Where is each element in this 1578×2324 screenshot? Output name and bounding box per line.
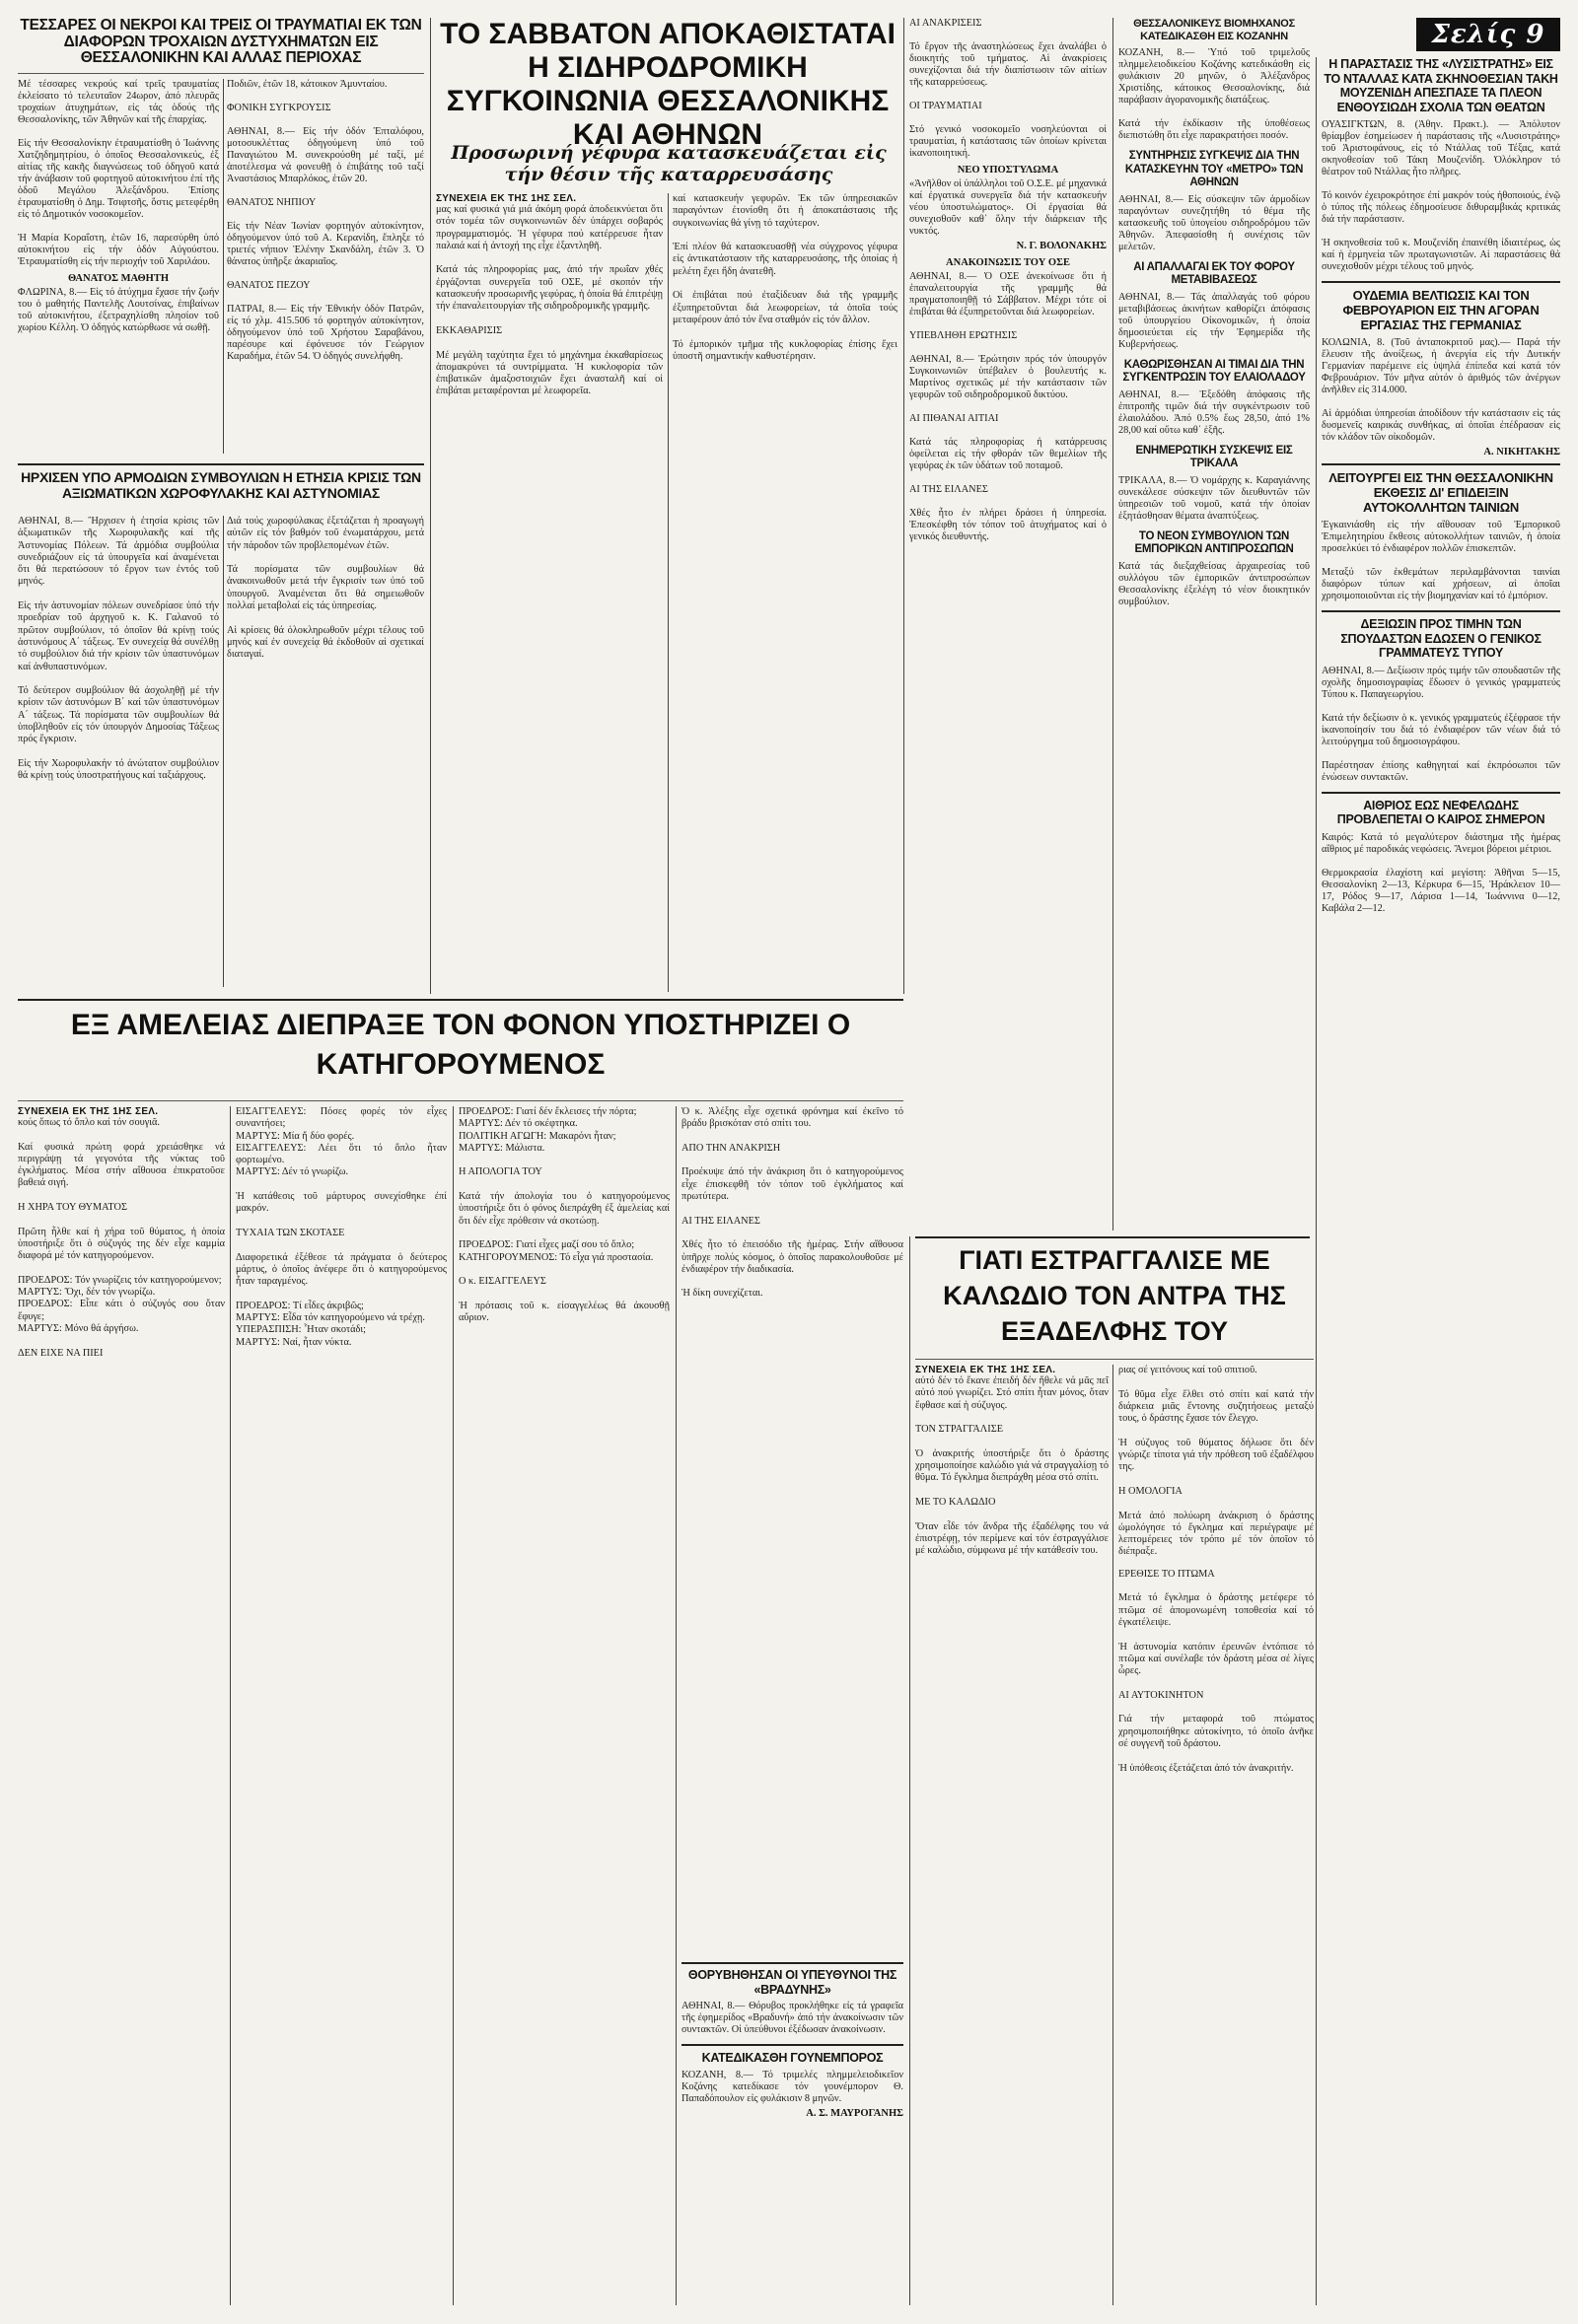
tax-exemptions-body: ΑΘΗΝΑΙ, 8.— Τάς ἀπαλλαγάς τοῦ φόρου μεταβιβάσεως ἀκινήτων καθορίζει ἀπόφασις τοῦ ὑπουργείου Οἰκονομικῶν, ἡ ὁποία δημοσιεύεται εἰς τήν Ἐφημερίδα τῆς Κυβερνήσεως. [1118, 291, 1313, 350]
railway-body: μας καί φυσικά γιά μιά ἀκόμη φορά ἀποδεικνύεται ὅτι στόν τομέα τῶν συγκοινωνιῶν δέν ὑπάρχει σοβαρός προγραμματισμός. Ἡ γέφυρα πού κατέρρευσε ἦταν παλαιά καί ἡ ἀντοχή της εἶχε ἐξαντληθῆ. Κατά τάς πληροφορίας μας, ἀπό τήν πρωΐαν χθές ἐργάζονται συνεργεῖα τοῦ ΟΣΕ, μέ σκοπόν τήν κατασκευήν προσωρινῆς γεφύρας, ἡ ὁποία θά ἐπιτρέψῃ τήν ἐπαναλειτουργίαν τῆς σιδηροδρομικῆς γραμμῆς. ΕΚΚΑΘΑΡΙΣΙΣ Μέ μεγάλη ταχύτητα ἔχει τό μηχάνημα ἐκκαθαρίσεως ἀπομακρύνει τά συντρίμματα. Ἡ κυκλοφορία τῶν ἐπιβατικῶν ἀμαξοστοιχιῶν ἔχει ἀνασταλῆ καί οἱ ἐπιβάται μεταφέρονται μέ λεωφορεῖα. [436, 204, 663, 397]
trial-body-3: ΠΡΟΕΔΡΟΣ: Γιατί δέν ἔκλεισες τήν πόρτα; ΜΑΡΤΥΣ: Δέν τό σκέφτηκα. ΠΟΛΙΤΙΚΗ ΑΓΩΓΗ: Μακαρόνι ἦταν; ΜΑΡΤΥΣ: Μάλιστα. Η ΑΠΟΛΟΓΙΑ ΤΟΥ Κατά τήν ἀπολογία του ὁ κατηγορούμενος ὑποστήριξε ὅτι ὁ φόνος διεπράχθη ἐξ ἀμελείας καί ὅτι δέν εἶχε πρόθεσιν νά σκοτώσῃ. ΠΡΟΕΔΡΟΣ: Γιατί εἶχες μαζί σου τό ὅπλο; ΚΑΤΗΓΟΡΟΥΜΕΝΟΣ: Τό εἶχα γιά προστασία. Ο κ. ΕΙΣΑΓΓΕΛΕΥΣ Ἡ πρότασις τοῦ κ. εἰσαγγελέως θά ἀκουσθῇ αὔριον. [459, 1106, 670, 1324]
accidents-headline: ΤΕΣΣΑΡΕΣ ΟΙ ΝΕΚΡΟΙ ΚΑΙ ΤΡΕΙΣ ΟΙ ΤΡΑΥΜΑΤΙΑΙ ΕΚ ΤΩΝ ΔΙΑΦΟΡΩΝ ΤΡΟΧΑΙΩΝ ΔΥΣΤΥΧΗΜΑΤΩΝ ΕΙΣ ΘΕΣΣΑΛΟΝΙΚΗΝ ΚΑΙ ΑΛΛΑΣ ΠΕΡΙΟΧΑΣ [20, 17, 422, 66]
vradyni-body: ΑΘΗΝΑΙ, 8.— Θόρυβος προκλήθηκε εἰς τά γραφεῖα τῆς ἐφημερίδος «Βραδυνή» ἀπό τήν ἀνακοίνωσιν τῶν συντακτῶν. Οἱ ὑπεύθυνοι ἐξέδωσαν ἀνακοίνωσιν. [681, 2001, 906, 2035]
germany-author-signature: Α. ΝΙΚΗΤΑΚΗΣ [1483, 447, 1560, 458]
officers-headline: ΗΡΧΙΣΕΝ ΥΠΟ ΑΡΜΟΔΙΩΝ ΣΥΜΒΟΥΛΙΩΝ Η ΕΤΗΣΙΑ ΚΡΙΣΙΣ ΤΩΝ ΑΞΙΩΜΑΤΙΚΩΝ ΧΩΡΟΦΥΛΑΚΗΣ ΚΑΙ ΑΣΤΥΝΟΜΙΑΣ [21, 469, 421, 501]
author-signature: Ν. Γ. ΒΟΛΟΝΑΚΗΣ [1016, 241, 1107, 251]
strangle-headline-box [915, 1242, 1314, 1359]
officers-body-continued: Διά τούς χωροφύλακας ἐξετάζεται ἡ προαγωγή αὐτῶν εἰς τόν βαθμόν τοῦ ἐνωματάρχου, μετά τήν πάροδον τῶν προβλεπομένων ἐτῶν. Τά πορίσματα τῶν συμβουλίων θά ἀνακοινωθοῦν μετά τήν ἔγκρισίν των ὑπό τοῦ ὑπουργοῦ. Ἀναμένεται ὅτι θά σημειωθοῦν πολλαί μεταβολαί εἰς τάς ὑπηρεσίας. Αἱ κρίσεις θά ὁλοκληρωθοῦν μέχρι τέλους τοῦ μηνός καί ἐν συνεχείᾳ θά ἐκδοθοῦν αἱ σχετικαί διαταγαί. [227, 516, 424, 661]
commercial-reps-body: Κατά τάς διεξαχθείσας ἀρχαιρεσίας τοῦ συλλόγου τῶν ἐμπορικῶν ἀντιπροσώπων Θεσσαλονίκης ἐξελέγη τό νέον διοικητικόν συμβούλιον. [1118, 560, 1313, 607]
accidents-body-continued: Ποδιῶν, ἐτῶν 18, κάτοικον Ἀμυνταίου. ΦΟΝΙΚΗ ΣΥΓΚΡΟΥΣΙΣ ΑΘΗΝΑΙ, 8.— Εἰς τήν ὁδόν Ἐπταλόφου, μοτοσυκλέττας ὁδηγούμενη ὑπό τοῦ Παναγιώτου Μ. συνεκρούσθη μέ ταξί, μέ ἀποτέλεσμα νά φονευθῇ ὁ ἐπιβάτης τοῦ ταξί Ἀναστάσιος Μπαρλόκος, ἐτῶν 20. ΘΑΝΑΤΟΣ ΝΗΠΙΟΥ Εἰς τήν Νέαν Ἰωνίαν φορτηγόν αὐτοκίνητον, ὁδηγούμενον ὑπό τοῦ Α. Κερανίδη, ἔπληξε τό τριετές νήπιον Ἑλένην Σκανδάλη, ἐτῶν 3. Ὁ θάνατος ὑπῆρξε ἀκαριαῖος. ΘΑΝΑΤΟΣ ΠΕΖΟΥ ΠΑΤΡΑΙ, 8.— Εἰς τήν Ἐθνικήν ὁδόν Πατρῶν, εἰς τό χλμ. 415.506 τό φορτηγόν αὐτοκίνητον, ὁδηγούμενον ὑπό τοῦ Χρήστου Σαραβάνου, παρέσυρε καί ἐφόνευσε τόν Γεώργιον Καραδήμα, ἐτῶν 54. Ὁ ὁδηγός συνελήφθη. [227, 79, 424, 362]
tape-exhibition-headline: ΛΕΙΤΟΥΡΓΕΙ ΕΙΣ ΤΗΝ ΘΕΣΣΑΛΟΝΙΚΗΝ ΕΚΘΕΣΙΣ ΔΙ' ΕΠΙΔΕΙΞΙΝ ΑΥΤΟΚΟΛΛΗΤΩΝ ΤΑΙΝΙΩΝ [1328, 470, 1553, 515]
strangle-body-3: ΕΡΕΘΙΣΕ ΤΟ ΠΤΩΜΑ Μετά τό ἔγκλημα ὁ δράστης μετέφερε τό πτῶμα σέ ἀπομονωμένη τοποθεσία καί τό ἐγκατέλειψε. Ἡ ἀστυνομία κατόπιν ἐρευνῶν ἐντόπισε τό πτῶμα καί συνέλαβε τόν δράστη μέσα σέ λίγες ὧρες. ΑΙ ΑΥΤΟΚΙΝΗΤΟΝ Γιά τήν μεταφορά τοῦ πτώματος χρησιμοποιήθηκε αὐτοκίνητο, τό ὁποῖο ἀνῆκε σέ συγγενῆ τοῦ δράστου. Ἡ ὑπόθεσις ἐξετάζεται ἀπό τόν ἀνακριτήν. [1118, 1568, 1314, 1774]
germany-labor-body: ΚΟΛΩΝΙΑ, 8. (Τοῦ ἀνταποκριτοῦ μας).— Παρά τήν ἔλευσιν τῆς ἀνοίξεως, ἡ ἀνεργία εἰς τήν Δυτικήν Γερμανίαν παρέμεινε εἰς ὑψηλά ἐπίπεδα καί κατά τόν Φεβρουάριον. Τόν μῆνα αὐτόν ὁ ἀριθμός τῶν ἀνέργων ἀνῆλθεν εἰς 314.000. Αἱ ἀρμόδιαι ὑπηρεσίαι ἀποδίδουν τήν κατάστασιν εἰς τάς δυσμενεῖς καιρικάς συνθήκας, αἱ ὁποῖαι ἐπέδρασαν εἰς τόν κλάδον τῶν οἰκοδομῶν. [1322, 337, 1560, 443]
olive-oil-body: ΑΘΗΝΑΙ, 8.— Ἐξεδόθη ἀπόφασις τῆς ἐπιτροπῆς τιμῶν διά τήν συγκέντρωσιν τοῦ ἐλαιολάδου. Ἀπό 0.5% ἕως 28,50, ἀπό 1% 28,00 καί οὕτω καθ᾽ ἑξῆς. [1118, 388, 1313, 436]
furrier-signature: Α. Σ. ΜΑΥΡΟΓΑΝΗΣ [806, 2107, 903, 2119]
newspaper-page [18, 18, 1560, 2307]
olive-oil-headline: ΚΑΘΩΡΙΣΘΗΣΑΝ ΑΙ ΤΙΜΑΙ ΔΙΑ ΤΗΝ ΣΥΓΚΕΝΤΡΩΣΙΝ ΤΟΥ ΕΛΑΙΟΛΑΔΟΥ [1122, 358, 1306, 384]
strangle-body-2: ριας σέ γειτόνους καί τοῦ σπιτιοῦ. Τό θῦμα εἶχε ἔλθει στό σπίτι καί κατά τήν διάρκεια μιᾶς ἔντονης συζητήσεως μεταξύ τους, ὁ δράστης ἔχασε τόν ἔλεγχο. Ἡ σύζυγος τοῦ θύματος δήλωσε ὅτι δέν γνώριζε τίποτα γιά τήν πρόθεση τοῦ ἐξαδέλφου της. Η ΟΜΟΛΟΓΙΑ Μετά ἀπό πολύωρη ἀνάκριση ὁ δράστης ὡμολόγησε τό ἔγκλημα καί περιέγραψε μέ λεπτομέρειες τόν τρόπο μέ τόν ὁποῖον τό διέπραξε. [1118, 1365, 1314, 1558]
page-number-badge [1416, 18, 1560, 51]
tax-exemptions-headline: ΑΙ ΑΠΑΛΛΑΓΑΙ ΕΚ ΤΟΥ ΦΟΡΟΥ ΜΕΤΑΒΙΒΑΣΕΩΣ [1133, 260, 1295, 286]
press-reception-body: ΑΘΗΝΑΙ, 8.— Δεξίωσιν πρός τιμήν τῶν σπουδαστῶν τῆς σχολῆς δημοσιογραφίας ἔδωσεν ὁ γενικός γραμματεύς Τύπου κ. Παπαγεωργίου. Κατά τήν δεξίωσιν ὁ κ. γενικός γραμματεύς ἐξέφρασε τήν ἱκανοποίησίν του διά τό ἐνδιαφέρον τῶν νέων διά τό λειτούργημα τοῦ δημοσιογράφου. Παρέστησαν ἐπίσης καθηγηταί καί ἐκπρόσωποι τῶν ἐνώσεων συντακτῶν. [1322, 665, 1560, 783]
briefs-column [1118, 18, 1313, 1073]
officers-story-col1 [18, 516, 219, 989]
weather-body: Καιρός: Κατά τό μεγαλύτερον διάστημα τῆς ἡμέρας αἴθριος μέ παροδικάς νεφώσεις. Ἄνεμοι βόρειοι μέτριοι. Θερμοκρασία ἐλαχίστη καί μεγίστη: Ἀθῆναι 5—15, Θεσσαλονίκη 2—13, Κέρκυρα 6—15, Ἡράκλειον 10—17, Ρόδος 9—17, Λάρισα 1—14, Ἰωάννινα 0—12, Καβάλα 2—12. [1322, 831, 1560, 914]
right-column [1322, 57, 1560, 2305]
accidents-headline-box [18, 18, 424, 67]
accidents-story-col1 [18, 79, 222, 458]
railway-subhead: Προσωρινή γέφυρα κατασκευάζεται εἰς τήν θέσιν τῆς καταρρευσάσης [451, 142, 887, 185]
accidents-body: Μέ τέσσαρες νεκρούς καί τρεῖς τραυματίας ἐκλείσατο τό τελευταῖον 24ωρον, ἀπό πλευρᾶς τροχαίων ἀτυχημάτων, εἰς τάς ὁδούς τῆς Θεσσαλονίκης, τῶν Ἀθηνῶν καί τῆς ἐπαρχίας. Εἰς τήν Θεσσαλονίκην ἐτραυματίσθη ὁ Ἰωάννης Χατζηδημητρίου, ὁ ὁποῖος Θεσσαλονικεύς, ἐξ αἰτίας τῆς κακῆς διαγνώσεως τοῦ ὁδηγοῦ κατά τήν ἀνάβασιν τοῦ φορτηγοῦ αὐτοκινήτου ἐπί τῆς ὁδοῦ Μεγάλου Ἀλεξάνδρου. Ἐπίσης ἐτραυματίσθη ὁ Δημ. Τσιφτσῆς, ὅστις μετεφέρθη εἰς τό Δημοτικόν νοσοκομεῖον. Ἡ Μαρία Κοραΐστη, ἐτῶν 16, παρεσύρθη ὑπό αὐτοκινήτου εἰς τήν ὁδόν Αὐγούστου. Ἐτραυματίσθη εἰς τήν περιοχήν τοῦ Χαριλάου. [18, 79, 219, 267]
lysistrata-body: ΟΥΑΣΙΓΚΤΩΝ, 8. (Ἀθην. Πρακτ.). — Ἀπόλυτον θρίαμβον ἐσημείωσεν ἡ παράστασις τῆς «Λυσιστράτης» τοῦ Ἀριστοφάνους, εἰς τό Ντάλλας τοῦ Τέξας, κατά σκηνοθεσίαν τοῦ Τάκη Μουζενίδη. Ὁλόκληρον τό θέατρον τοῦ Ντάλλας ἦτο πλῆρες. Τό κοινόν ἐχειροκρότησε ἐπί μακρόν τούς ἠθοποιούς, ἐνῷ ὁ τύπος τῆς πόλεως ἐδημοσίευσε διθυραμβικάς κριτικάς διά τήν παράστασιν. Ἡ σκηνοθεσία τοῦ κ. Μουζενίδη ἐπαινέθη ἰδιαιτέρως, ὡς καί ἡ ἑρμηνεία τῶν πρωταγωνιστῶν. Αἱ παραστάσεις θά συνεχισθοῦν μέχρι τέλους τοῦ μηνός. [1322, 119, 1560, 272]
officers-story-col2 [227, 516, 424, 989]
trial-col2 [236, 1106, 447, 2305]
strangle-headline: ΓΙΑΤΙ ΕΣΤΡΑΓΓΑΛΙΣΕ ΜΕ ΚΑΛΩΔΙΟ ΤΟΝ ΑΝΤΡΑ ΤΗΣ ΕΞΑΔΕΛΦΗΣ ΤΟΥ [943, 1245, 1286, 1346]
strangle-continued-kicker: ΣΥΝΕΧΕΙΑ ΕΚ ΤΗΣ 1ΗΣ ΣΕΛ. [915, 1365, 1056, 1375]
railway-continued-kicker: ΣΥΝΕΧΕΙΑ ΕΚ ΤΗΣ 1ΗΣ ΣΕΛ. [436, 193, 577, 204]
trikala-headline: ΕΝΗΜΕΡΩΤΙΚΗ ΣΥΣΚΕΨΙΣ ΕΙΣ ΤΡΙΚΑΛΑ [1135, 444, 1293, 469]
furrier-body: ΚΟΖΑΝΗ, 8.— Τό τριμελές πλημμελειοδικεῖον Κοζάνης κατεδίκασε τόν γουνέμπορον Θ. Παπαδόπουλον εἰς φυλάκισιν 8 μηνῶν. [681, 2069, 906, 2104]
trial-col3 [459, 1106, 670, 2305]
trikala-body: ΤΡΙΚΑΛΑ, 8.— Ὁ νομάρχης κ. Καραγιάννης συνεκάλεσε σύσκεψιν τῶν διευθυντῶν τῶν ὑπηρεσιῶν τοῦ νομοῦ, κατά τήν ὁποίαν ἐξητάσθησαν θέματα ἀναπτύξεως. [1118, 474, 1313, 522]
accidents-story-col2 [227, 79, 424, 458]
railway-body-continued: καί κατασκευήν γεφυρῶν. Ἐκ τῶν ὑπηρεσιακῶν παραγόντων ἐτονίσθη ὅτι ἡ ἀποκατάστασις τῆς συγκοινωνίας θά γίνῃ τό ταχύτερον. Ἐπί πλέον θά κατασκευασθῇ νέα σύγχρονος γέφυρα εἰς ἀντικατάστασιν τῆς καταρρευσάσης, τῆς ὁποίας ἡ μελέτη ἔχει ἤδη ἀνατεθῆ. Οἱ ἐπιβάται πού ἐταξίδευαν διά τῆς γραμμῆς ἐξυπηρετοῦνται διά λεωφορείων, τά ὁποῖα τούς μεταφέρουν ἀπό τόν ἕνα σταθμόν εἰς τόν ἄλλον. Τό ἐμπορικόν τμῆμα τῆς κυκλοφορίας ἐπίσης ἔχει ὑποστῆ σημαντικήν καθυστέρησιν. [673, 193, 897, 362]
strangle-body-1: αὐτό δέν τό ἔκανε ἐπειδή δέν ἤθελε νά μᾶς πεῖ αὐτό πού γνωρίζει. Στό σπίτι ἦταν μόνος, ὅταν ἔφθασε καί ἡ σύζυγος. ΤΟΝ ΣΤΡΑΓΓΑΛΙΣΕ Ὁ ἀνακριτής ὑποστήριξε ὅτι ὁ δράστης χρησιμοποίησε καλώδιο γιά νά στραγγαλίσῃ τό θῦμα. Τό ἔγκλημα διεπράχθη μέσα στό σπίτι. ΜΕ ΤΟ ΚΑΛΩΔΙΟ Ὅταν εἶδε τόν ἄνδρα τῆς ἐξαδέλφης του νά ἐπιστρέφῃ, τόν περίμενε καί τόν ἐστραγγάλισε μέ καλώδιο, σύμφωνα μέ τήν κατάθεσίν του. [915, 1375, 1109, 1557]
tape-exhibition-body: Ἐγκαινιάσθη εἰς τήν αἴθουσαν τοῦ Ἐμπορικοῦ Ἐπιμελητηρίου ἔκθεσις αὐτοκολλήτων ταινιῶν, ἡ ὁποία προσελκύει τό ἐνδιαφέρον πολλῶν ἐπισκεπτῶν. Μεταξύ τῶν ἐκθεμάτων περιλαμβάνονται ταινίαι διαφόρων τύπων καί χρήσεων, αἱ ὁποῖαι χρησιμοποιοῦνται εἰς τήν βιομηχανίαν καί τό ἐμπόριον. [1322, 520, 1560, 601]
railway-headline: ΤΟ ΣΑΒΒΑΤΟΝ ΑΠΟΚΑΘΙΣΤΑΤΑΙ Η ΣΙΔΗΡΟΔΡΟΜΙΚΗ ΣΥΓΚΟΙΝΩΝΙΑ ΘΕΣΣΑΛΟΝΙΚΗΣ ΚΑΙ ΑΘΗΝΩΝ [440, 18, 896, 151]
ose-announcement-body: ΑΘΗΝΑΙ, 8.— Ὁ ΟΣΕ ἀνεκοίνωσε ὅτι ἡ ἐπαναλειτουργία τῆς γραμμῆς θά πραγματοποιηθῇ τό Σάββατον. Μέχρι τότε οἱ ἐπιβάται θά ἐξυπηρετοῦνται διά λεωφορείων. ΥΠΕΒΛΗΘΗ ΕΡΩΤΗΣΙΣ ΑΘΗΝΑΙ, 8.— Ἐρώτησιν πρός τόν ὑπουργόν Συγκοινωνιῶν ὑπέβαλεν ὁ βουλευτής κ. Μαρτίνος σχετικῶς μέ τήν κατάστασιν τῶν γεφυρῶν τοῦ σιδηροδρομικοῦ δικτύου. ΑΙ ΠΙΘΑΝΑΙ ΑΙΤΙΑΙ Κατά τάς πληροφορίας ἡ κατάρρευσις ὀφείλεται εἰς τήν φθοράν τῶν θεμελίων τῆς γεφύρας ἐκ τῶν ὑδάτων τοῦ ποταμοῦ. ΑΙ ΤΗΣ ΕΙΛΑΝΕΣ Χθές ἦτο ἐν πλήρει δράσει ἡ ὑπηρεσία. Ἐπεσκέφθη τόν τόπον τοῦ ἀτυχήματος καί ὁ γενικός διευθυντής. [909, 271, 1107, 542]
investigations-body: ΑΙ ΑΝΑΚΡΙΣΕΙΣ Τό ἔργον τῆς ἀναστηλώσεως ἔχει ἀναλάβει ὁ διοικητής τοῦ τμήματος. Αἱ ἀνακρίσεις συνεχίζονται διά τήν διαπίστωσιν τῶν αἰτίων τῆς καταρρεύσεως. ΟΙ ΤΡΑΥΜΑΤΙΑΙ Στό γενικό νοσοκομεῖο νοσηλεύονται οἱ τραυματίαι, ἡ κατάστασις τῶν ὁποίων κρίνεται ἱκανοποιητική. [909, 18, 1107, 159]
metro-body: ΑΘΗΝΑΙ, 8.— Εἰς σύσκεψιν τῶν ἁρμοδίων παραγόντων συνεζητήθη τό θέμα τῆς κατασκευῆς τοῦ ὑπογείου σιδηροδρόμου τῶν Ἀθηνῶν. Ἀπεφασίσθη ἡ συνέχισις τῶν μελετῶν. [1118, 193, 1313, 252]
trial-continued-kicker: ΣΥΝΕΧΕΙΑ ΕΚ ΤΗΣ 1ΗΣ ΣΕΛ. [18, 1106, 159, 1117]
weather-headline: ΑΙΘΡΙΟΣ ΕΩΣ ΝΕΦΕΛΩΔΗΣ ΠΡΟΒΛΕΠΕΤΑΙ Ο ΚΑΙΡΟΣ ΣΗΜΕΡΟΝ [1336, 798, 1545, 826]
press-reception-headline: ΔΕΞΙΩΣΙΝ ΠΡΟΣ ΤΙΜΗΝ ΤΩΝ ΣΠΟΥΔΑΣΤΩΝ ΕΔΩΣΕΝ Ο ΓΕΝΙΚΟΣ ΓΡΑΜΜΑΤΕΥΣ ΤΥΠΟΥ [1340, 617, 1542, 660]
officers-headline-box [18, 469, 424, 511]
trial-headline: ΕΞ ΑΜΕΛΕΙΑΣ ΔΙΕΠΡΑΞΕ ΤΟΝ ΦΟΝΟΝ ΥΠΟΣΤΗΡΙΖΕΙ Ο ΚΑΤΗΓΟΡΟΥΜΕΝΟΣ [70, 1009, 851, 1081]
strangle-col2 [1118, 1365, 1314, 2305]
trial-body-1: κούς ὅπως τό ὅπλο καί τόν σουγιᾶ. Καί φυσικά πρώτη φορά χρειάσθηκε νά περιγράψῃ τά γεγονότα τῆς νύκτας τοῦ ἐγκλήματος. Μέσα στήν αἴθουσα ἐπικρατοῦσε βαθειά σιγή. Η ΧΗΡΑ ΤΟΥ ΘΥΜΑΤΟΣ Πρῶτη ἦλθε καί ἡ χήρα τοῦ θύματος, ἡ ὁποία ὑποστήριξε ὅτι ὁ σύζυγός της δέν εἶχε καμμία διαφορά μέ τόν κατηγορούμενον. ΠΡΟΕΔΡΟΣ: Τόν γνωρίζεις τόν κατηγορούμενον; ΜΑΡΤΥΣ: Ὄχι, δέν τόν γνωρίζω. ΠΡΟΕΔΡΟΣ: Εἶπε κάτι ὁ σύζυγός σου ὅταν ἔφυγε; ΜΑΡΤΥΣ: Μόνο θά ἀργήσω. ΔΕΝ ΕΙΧΕ ΝΑ ΠΙΕΙ [18, 1117, 225, 1359]
lysistrata-headline: Η ΠΑΡΑΣΤΑΣΙΣ ΤΗΣ «ΛΥΣΙΣΤΡΑΤΗΣ» ΕΙΣ ΤΟ ΝΤΑΛΛΑΣ ΚΑΤΑ ΣΚΗΝΟΘΕΣΙΑΝ ΤΑΚΗ ΜΟΥΖΕΝΙΔΗ ΑΠΕΣΠΑΣΕ ΤΑ ΠΛΕΟΝ ΕΝΘΟΥΣΙΩΔΗ ΣΧΟΛΙΑ ΤΩΝ ΘΕΑΤΩΝ [1324, 57, 1558, 114]
germany-labor-headline: ΟΥΔΕΜΙΑ ΒΕΛΤΙΩΣΙΣ ΚΑΙ ΤΟΝ ΦΕΒΡΟΥΑΡΙΟΝ ΕΙΣ ΤΗΝ ΑΓΟΡΑΝ ΕΡΓΑΣΙΑΣ ΤΗΣ ΓΕΡΜΑΝΙΑΣ [1342, 288, 1540, 332]
furrier-headline: ΚΑΤΕΔΙΚΑΣΘΗ ΓΟΥΝΕΜΠΟΡΟΣ [701, 2051, 884, 2065]
new-pillar-body: «Ἀνῆλθον οἱ ὑπάλληλοι τοῦ Ο.Σ.Ε. μέ μηχανικά καί ἐργατικά συνεργεῖα διά τήν κατασκευήν νέου ὑποστυλώματος». Οἱ ἐργασίαι θά συνεχισθοῦν καθ᾽ ὅλην τήν διάρκειαν τῆς νυκτός. [909, 178, 1110, 237]
railway-story-col1 [436, 193, 663, 994]
trial-body-4: Ὁ κ. Ἀλέξης εἶχε σχετικά φρόνημα καί ἐκεῖνο τό βράδυ βρισκόταν στό σπίτι του. ΑΠΟ ΤΗΝ ΑΝΑΚΡΙΣΗ Προέκυψε ἀπό τήν ἀνάκριση ὅτι ὁ κατηγορούμενος εἶχε ἐπισκεφθῆ τόν τόπον τοῦ ἐγκλήματος καί πρωτύτερα. ΑΙ ΤΗΣ ΕΙΛΑΝΕΣ Χθές ἦτο τό ἐπεισόδιο τῆς ἡμέρας. Στήν αἴθουσα ὑπῆρχε πολύς κόσμος, ὁ ὁποῖος παρακολουθοῦσε μέ ἐνδιαφέρον τήν διαδικασία. Ἡ δίκη συνεχίζεται. [681, 1106, 903, 1300]
metro-headline: ΣΥΝΤΗΡΗΣΙΣ ΣΥΓΚΕΨΙΣ ΔΙΑ ΤΗΝ ΚΑΤΑΣΚΕΥΗΝ ΤΟΥ «ΜΕΤΡΟ» ΤΩΝ ΑΘΗΝΩΝ [1124, 150, 1304, 188]
railway-followup-column [909, 18, 1110, 1231]
trial-col4 [681, 1106, 903, 1954]
railway-story-col2 [673, 193, 897, 994]
ose-announcement-subhead: ΑΝΑΚΟΙΝΩΣΙΣ ΤΟΥ ΟΣΕ [946, 257, 1070, 268]
industrialist-body: ΚΟΖΑΝΗ, 8.— Ὑπό τοῦ τριμελοῦς πλημμελειοδικείου Κοζάνης κατεδικάσθη εἰς φυλάκισιν 20 μηνῶν, ὁ Ἀλέξανδρος Χριστίδης, κάτοικος Θεσσαλονίκης, διά παράβασιν ἀγορανομικῆς διατάξεως. Κατά τήν ἐκδίκασιν τῆς ὑποθέσεως διεπιστώθη ὅτι εἶχε παρακρατήσει ποσόν. [1118, 47, 1310, 141]
new-pillar-subhead: ΝΕΟ ΥΠΟΣΤΥΛΩΜΑ [957, 165, 1059, 176]
strangle-col1 [915, 1365, 1109, 2305]
student-death-subhead: ΘΑΝΑΤΟΣ ΜΑΘΗΤΗ [68, 273, 169, 284]
railway-headline-box [436, 18, 899, 151]
trial-headline-box [18, 1006, 903, 1094]
officers-body: ΑΘΗΝΑΙ, 8.— Ἤρχισεν ἡ ἐτησία κρίσις τῶν ἀξιωματικῶν τῆς Χωροφυλακῆς καί τῆς Ἀστυνομίας Πόλεων. Τά ἀρμόδια συμβούλια συνεδριάζουν εἰς τά ὑπουργεῖα καί ἀναμένεται ὅτι θά περατώσουν τό ἔργον των ἐντός τοῦ μηνός. Εἰς τήν ἀστυνομίαν πόλεων συνεδρίασε ὑπό τήν προεδρίαν τοῦ ἀρχηγοῦ κ. Κ. Γαλανοῦ τό πρῶτον συμβούλιον, τό ὁποῖον θά κρίνῃ τούς ἀστυνόμους Α΄ τάξεως. Ἐν συνεχείᾳ θά συνέλθῃ τό συμβούλιον διά τήν κρίσιν τῶν ὑπαστυνόμων καί ἀνθυπαστυνόμων. Τό δεύτερον συμβούλιον θά ἀσχοληθῇ μέ τήν κρίσιν τῶν ἀστυνόμων Β΄ καί τῶν ὑπαστυνόμων Α΄ τάξεως. Τά πορίσματα τῶν συμβουλίων θά ὑποβληθοῦν εἰς τόν ὑπουργόν Δημοσίας Τάξεως πρός ἔγκρισιν. Εἰς τήν Χωροφυλακήν τό ἀνώτατον συμβούλιον θά κρίνῃ τούς ὑποστρατήγους καί ταξιάρχους. [18, 516, 219, 782]
industrialist-headline: ΘΕΣΣΑΛΟΝΙΚΕΥΣ ΒΙΟΜΗΧΑΝΟΣ ΚΑΤΕΔΙΚΑΣΘΗ ΕΙΣ ΚΟΖΑΝΗΝ [1133, 18, 1295, 42]
student-death-body: ΦΛΩΡΙΝΑ, 8.— Εἰς τό ἀτύχημα ἔχασε τήν ζωήν του ὁ μαθητής Παντελῆς Λουτσίνας, ἐπιβαίνων τοῦ αὐτοκινήτου, ἐξετραχηλίσθη πλησίον τοῦ χωρίου Κέλλη. Ὁ ὁδηγός κατώρθωσε νά σωθῇ. [18, 287, 222, 333]
vradyni-box [681, 1968, 906, 2305]
commercial-reps-headline: ΤΟ ΝΕΟΝ ΣΥΜΒΟΥΛΙΟΝ ΤΩΝ ΕΜΠΟΡΙΚΩΝ ΑΝΤΙΠΡΟΣΩΠΩΝ [1134, 529, 1294, 555]
trial-col1 [18, 1106, 225, 2305]
trial-body-2: ΕΙΣΑΓΓΕΛΕΥΣ: Πόσες φορές τόν εἶχες συναντήσει; ΜΑΡΤΥΣ: Μία ἤ δύο φορές. ΕΙΣΑΓΓΕΛΕΥΣ: Λέει ὅτι τό ὅπλο ἦταν φορτωμένο. ΜΑΡΤΥΣ: Δέν τό γνωρίζω. Ἡ κατάθεσις τοῦ μάρτυρος συνεχίσθηκε ἐπί μακρόν. ΤΥΧΑΙΑ ΤΩΝ ΣΚΟΤΑΣΕ Διαφορετικά ἐξέθεσε τά πράγματα ὁ δεύτερος μάρτυς, ὁ ὁποῖος ἀνέφερε ὅτι ὁ κατηγορούμενος ἦταν ταραγμένος. ΠΡΟΕΔΡΟΣ: Τί εἶδες ἀκριβῶς; ΜΑΡΤΥΣ: Εἶδα τόν κατηγορούμενο νά τρέχῃ. ΥΠΕΡΑΣΠΙΣΗ: Ἦταν σκοτάδι; ΜΑΡΤΥΣ: Ναί, ἦταν νύκτα. [236, 1106, 447, 1348]
page-label: Σελίς 9 [1431, 20, 1545, 49]
railway-subhead-box [442, 142, 896, 187]
vradyni-headline: ΘΟΡΥΒΗΘΗΣΑΝ ΟΙ ΥΠΕΥΘΥΝΟΙ ΤΗΣ «ΒΡΑΔΥΝΗΣ» [687, 1968, 897, 1997]
